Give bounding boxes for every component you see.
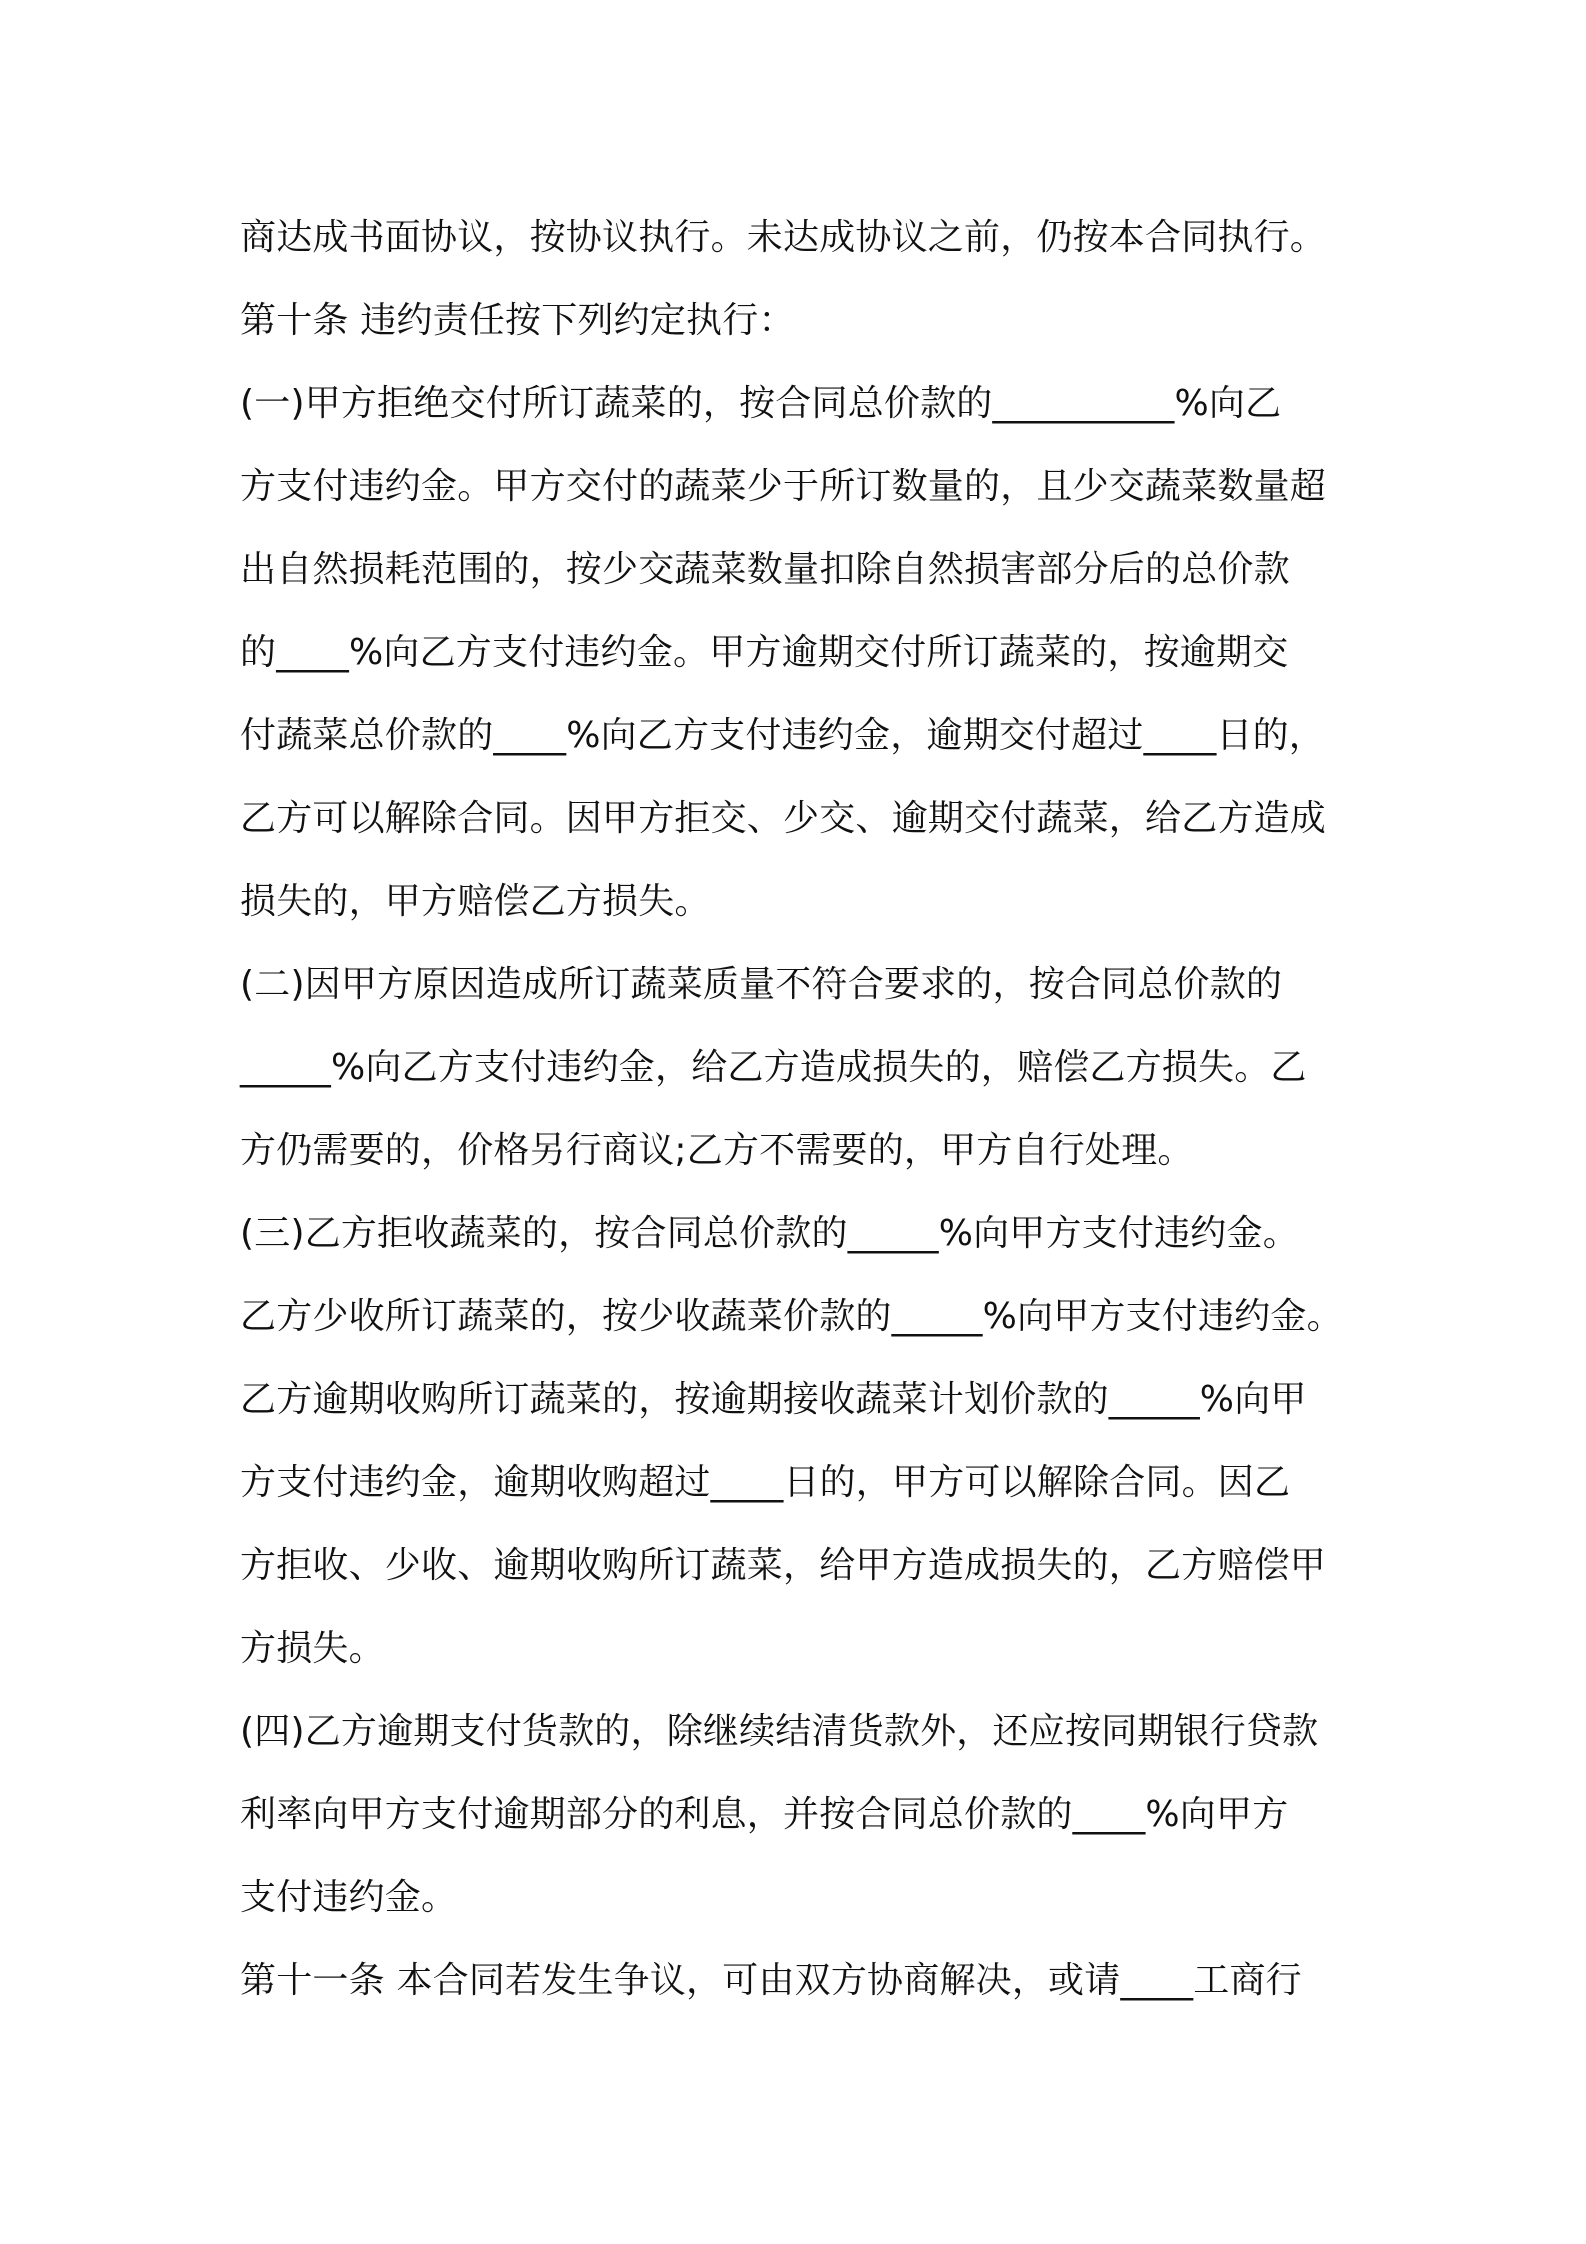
text-line: 方支付违约金，逾期收购超过____日的，甲方可以解除合同。因乙 [240,1462,1291,1503]
article-11-heading: 第十一条 本合同若发生争议，可由双方协商解决，或请____工商行 [240,1960,1302,2001]
text-line: (二)因甲方原因造成所订蔬菜质量不符合要求的，按合同总价款的 [240,964,1283,1005]
text-line: 利率向甲方支付逾期部分的利息，并按合同总价款的____%向甲方 [240,1794,1289,1835]
text-line: (四)乙方逾期支付货款的，除继续结清货款外，还应按同期银行贷款 [240,1711,1319,1752]
text-line: 商达成书面协议，按协议执行。未达成协议之前，仍按本合同执行。 [240,217,1327,258]
text-line: 方仍需要的，价格另行商议;乙方不需要的，甲方自行处理。 [240,1130,1194,1171]
text-line: (三)乙方拒收蔬菜的，按合同总价款的_____%向甲方支付违约金。 [240,1213,1299,1254]
text-line: 乙方可以解除合同。因甲方拒交、少交、逾期交付蔬菜，给乙方造成 [240,798,1327,839]
text-line: _____%向乙方支付违约金，给乙方造成损失的，赔偿乙方损失。乙 [240,1047,1307,1088]
text-line: 乙方少收所订蔬菜的，按少收蔬菜价款的_____%向甲方支付违约金。 [240,1296,1343,1337]
text-line: 的____%向乙方支付违约金。甲方逾期交付所订蔬菜的，按逾期交 [240,632,1289,673]
text-line: 支付违约金。 [240,1877,458,1918]
contract-text [240,196,1380,2022]
text-line: 方拒收、少收、逾期收购所订蔬菜，给甲方造成损失的，乙方赔偿甲 [240,1545,1327,1586]
text-line: 损失的，甲方赔偿乙方损失。 [240,881,711,922]
text-line: 乙方逾期收购所订蔬菜的，按逾期接收蔬菜计划价款的_____%向甲 [240,1379,1307,1420]
text-line: 付蔬菜总价款的____%向乙方支付违约金，逾期交付超过____日的， [240,715,1326,756]
text-line: 出自然损耗范围的，按少交蔬菜数量扣除自然损害部分后的总价款 [240,549,1290,590]
text-line: 方支付违约金。甲方交付的蔬菜少于所订数量的，且少交蔬菜数量超 [240,466,1327,507]
article-10-heading: 第十条 违约责任按下列约定执行： [240,300,795,341]
text-line: 方损失。 [240,1628,385,1669]
text-line: (一)甲方拒绝交付所订蔬菜的，按合同总价款的__________%向乙 [240,383,1282,424]
